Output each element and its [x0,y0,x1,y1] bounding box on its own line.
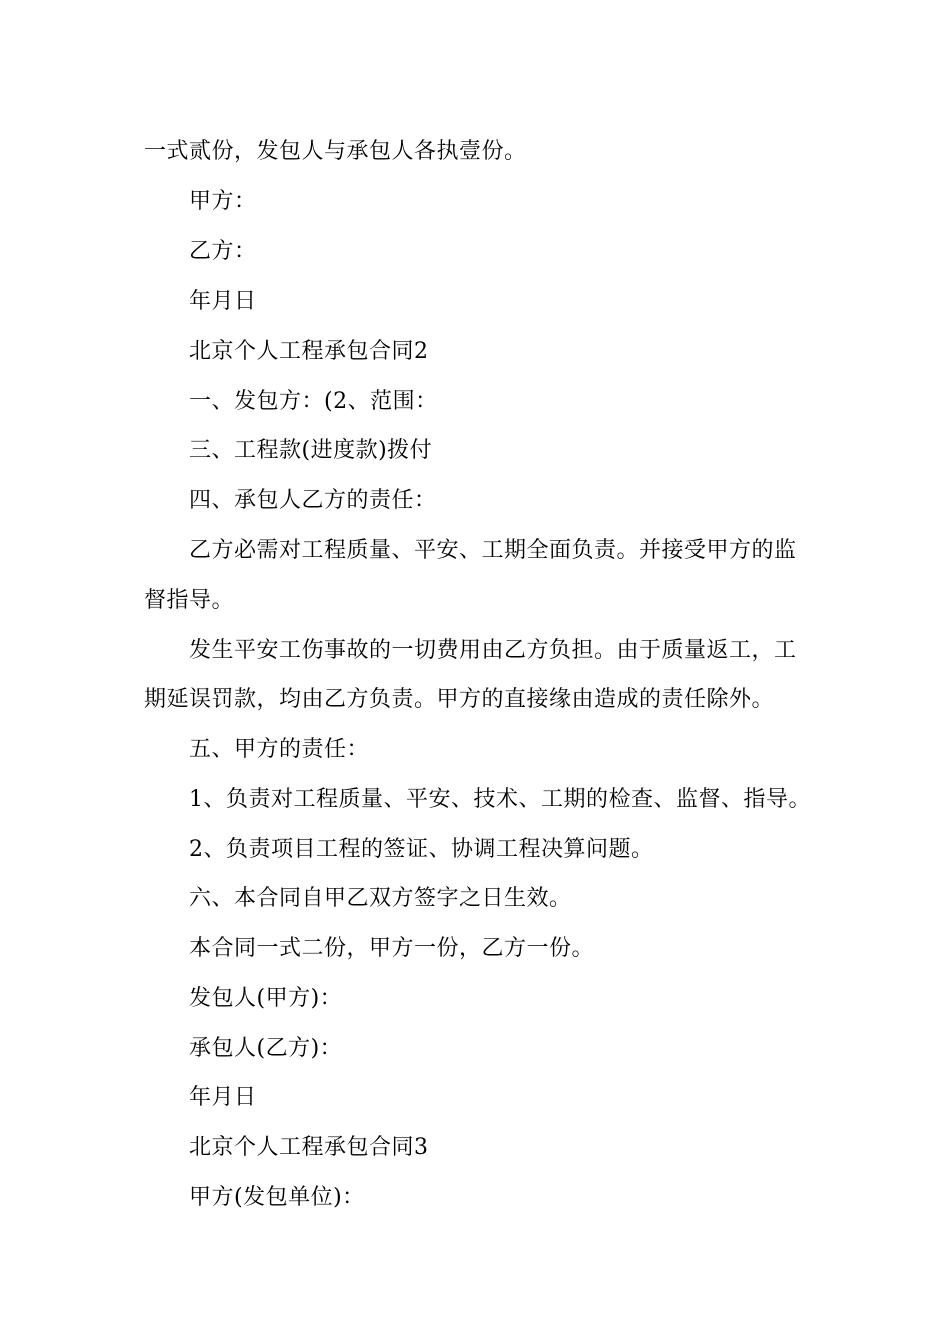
text-line: 六、本合同自甲乙双方签字之日生效。 [189,886,572,911]
text-line: 五、甲方的责任： [189,737,370,762]
text-line: 乙方必需对工程质量、平安、工期全面负责。并接受甲方的监 [189,538,797,563]
section-heading: 北京个人工程承包合同3 [189,1135,429,1160]
text-line: 承包人(乙方)： [189,1036,343,1061]
text-line: 2、负责项目工程的签证、协调工程决算问题。 [189,837,654,862]
text-line: 督指导。 [144,588,235,613]
text-line: 年月日 [189,289,257,314]
text-line: 一、发包方：(2、范围： [189,389,438,414]
text-line: 甲方： [189,189,257,214]
text-line: 本合同一式二份，甲方一份，乙方一份。 [189,936,595,961]
text-line: 四、承包人乙方的责任： [189,488,437,513]
text-line: 发包人(甲方)： [189,986,343,1011]
text-line: 年月日 [189,1085,257,1110]
text-line: 乙方： [189,239,257,264]
text-line: 发生平安工伤事故的一切费用由乙方负担。由于质量返工，工 [189,638,797,663]
text-line: 三、工程款(进度款)拨付 [189,438,433,463]
text-line: 期延误罚款，均由乙方负责。甲方的直接缘由造成的责任除外。 [144,687,775,712]
text-line: 1、负责对工程质量、平安、技术、工期的检查、监督、指导。 [189,787,811,812]
section-heading: 北京个人工程承包合同2 [189,339,429,364]
text-line: 甲方(发包单位)： [189,1185,365,1210]
text-line: 一式贰份，发包人与承包人各执壹份。 [144,139,527,164]
